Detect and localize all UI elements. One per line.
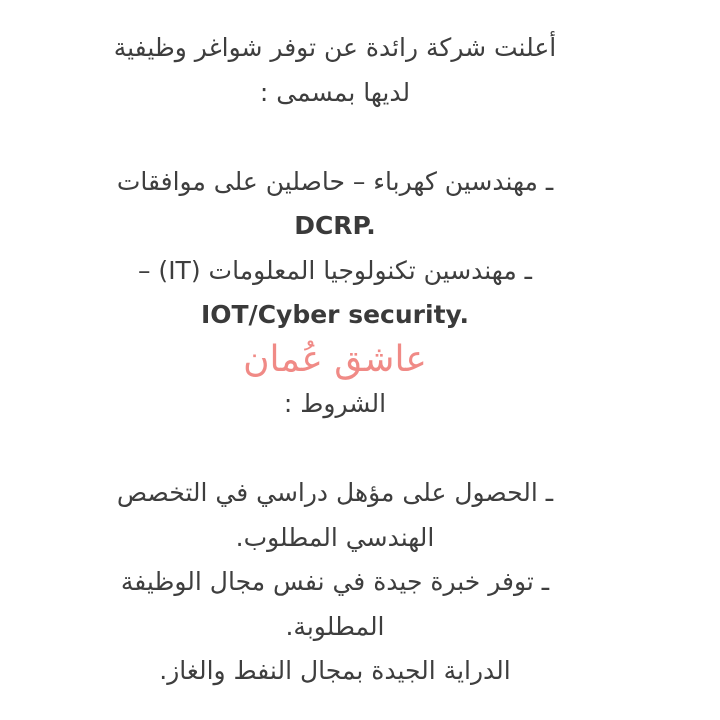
conditions-title: الشروط : xyxy=(283,389,387,418)
intro-text-line: أعلنت شركة رائدة عن توفر شواغر وظيفية xyxy=(113,33,557,62)
condition-item-experience: ـ توفر خبرة جيدة في نفس مجال الوظيفة xyxy=(120,567,550,596)
job-item-electrical-cert: DCRP. xyxy=(294,211,376,240)
condition-item-oil-gas: الدراية الجيدة بمجال النفط والغاز. xyxy=(159,656,511,685)
condition-item-qualification: ـ الحصول على مؤهل دراسي في التخصص xyxy=(116,478,554,507)
job-announcement-post xyxy=(80,26,590,694)
job-item-it: ـ مهندسين تكنولوجيا المعلومات (IT) – xyxy=(137,255,532,285)
job-item-electrical: ـ مهندسين كهرباء – حاصلين على موافقات xyxy=(116,166,554,196)
intro-text-line: لديها بمسمى : xyxy=(259,77,411,107)
condition-item-experience: المطلوبة. xyxy=(285,611,385,641)
spacer xyxy=(80,427,590,472)
spacer xyxy=(80,115,590,160)
watermark-signature: عاشق عُمان xyxy=(243,338,427,380)
condition-item-qualification: الهندسي المطلوب. xyxy=(235,522,435,552)
job-item-it-specialty: IOT/Cyber security. xyxy=(200,300,470,329)
